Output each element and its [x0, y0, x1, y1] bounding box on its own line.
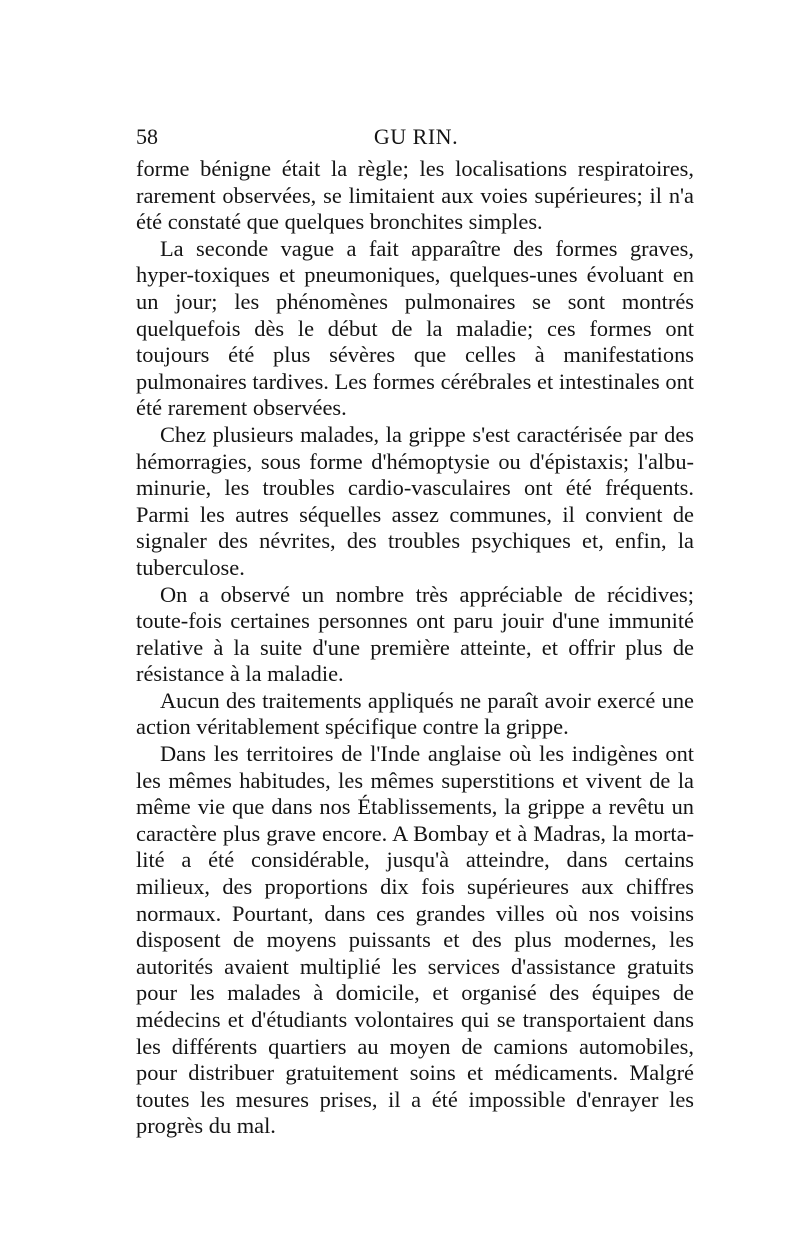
- paragraph-treatments: Aucun des traitements appliqués ne paraît avoir exercé une action véritablement spécifique contre la grippe.: [136, 687, 694, 740]
- paragraph-second-wave: La seconde vague a fait apparaître des formes graves, hyper-toxiques et pneumoniques, quelques-unes évoluant en un jour; les phénomènes pulmonaires se sont montrés quelquefois dès le début de la maladie; ces formes ont toujours été plus sévères que celles à manifestations pulmonaires tardives. Les formes cérébrales et intestinales ont été rarement observées.: [136, 235, 694, 421]
- page-number: 58: [136, 124, 158, 149]
- paragraph-recurrences: On a observé un nombre très appréciable de récidives; toute-fois certaines personnes ont paru jouir d'une immunité relative à la suite d'une première atteinte, et offrir plus de résistance à la maladie.: [136, 581, 694, 687]
- paragraph-british-india: Dans les territoires de l'Inde anglaise où les indigènes ont les mêmes habitudes, les mêmes superstitions et vivent de la même vie que dans nos Établissements, la grippe a revêtu un caractère plus grave encore. A Bombay et à Madras, la morta-lité a été considérable, jusqu'à atteindre, dans certains milieux, des proportions dix fois supérieures aux chiffres normaux. Pourtant, dans ces grandes villes où nos voisins disposent de moyens puissants et des plus modernes, les autorités avaient multiplié les services d'assistance gratuits pour les malades à domicile, et organisé des équipes de médecins et d'étudiants volontaires qui se transportaient dans les différents quartiers au moyen de camions automobiles, pour distribuer gratuitement soins et médicaments. Malgré toutes les mesures prises, il a été impossible d'enrayer les progrès du mal.: [136, 741, 694, 1139]
- paragraph-complications: Chez plusieurs malades, la grippe s'est caractérisée par des hémorragies, sous forme d'hémoptysie ou d'épistaxis; l'albu-minurie, les troubles cardio-vasculaires ont été fréquents. Parmi les autres séquelles assez communes, il convient de signaler des névrites, des troubles psychiques et, enfin, la tuberculose.: [136, 421, 694, 580]
- paragraph-continuation: forme bénigne était la règle; les localisations respiratoires, rarement observées, se limitaient aux voies supérieures; il n'a été constaté que quelques bronchites simples.: [136, 156, 694, 235]
- page-header: [136, 122, 696, 152]
- body-text: [136, 156, 694, 1140]
- running-head: GU RIN.: [373, 124, 459, 149]
